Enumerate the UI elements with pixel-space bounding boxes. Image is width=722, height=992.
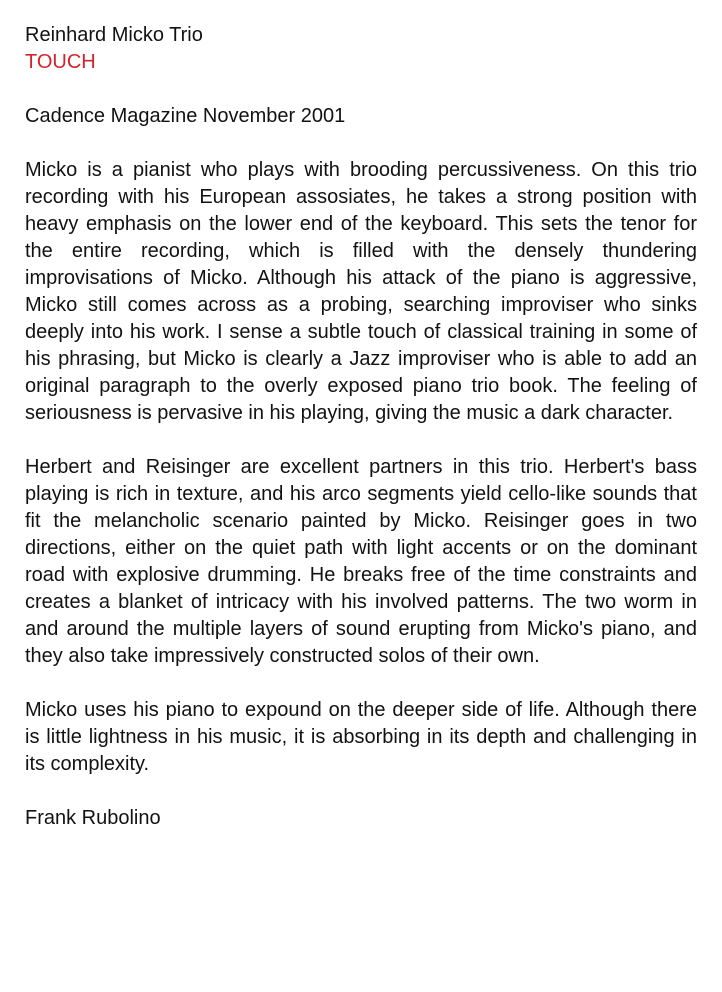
publication-line: Cadence Magazine November 2001 <box>25 105 346 127</box>
review-paragraph: Micko uses his piano to expound on the deeper side of life. Although there is little lightness in his music, it is absorbing in its depth and challenging in its complexity. <box>25 699 697 775</box>
reviewer-name: Frank Rubolino <box>25 807 161 829</box>
review-paragraph: Herbert and Reisinger are excellent partners in this trio. Herbert's bass playing is rich in texture, and his arco segments yield cello-like sounds that fit the melancholic scenario painted by Micko. Reisinger goes in two directions, either on the quiet path with light accents or on the dominant road with explosive drumming. He breaks free of the time constraints and creates a blanket of intricacy with his involved patterns. The two worm in and around the multiple layers of sound erupting from Micko's piano, and they also take impressively constructed solos of their own. <box>25 456 697 667</box>
album-title: TOUCH <box>25 51 96 73</box>
review-paragraph: Micko is a pianist who plays with brooding percussiveness. On this trio recording with his European assosiates, he takes a strong position with heavy emphasis on the lower end of the keyboard. This sets the tenor for the entire recording, which is filled with the densely thundering improvisations of Micko. Although his attack of the piano is aggressive, Micko still comes across as a probing, searching improviser who sinks deeply into his work. I sense a subtle touch of classical training in some of his phrasing, but Micko is clearly a Jazz improviser who is able to add an original paragraph to the overly exposed piano trio book. The feeling of seriousness is pervasive in his playing, giving the music a dark character. <box>25 159 697 424</box>
artist-name: Reinhard Micko Trio <box>25 24 203 46</box>
